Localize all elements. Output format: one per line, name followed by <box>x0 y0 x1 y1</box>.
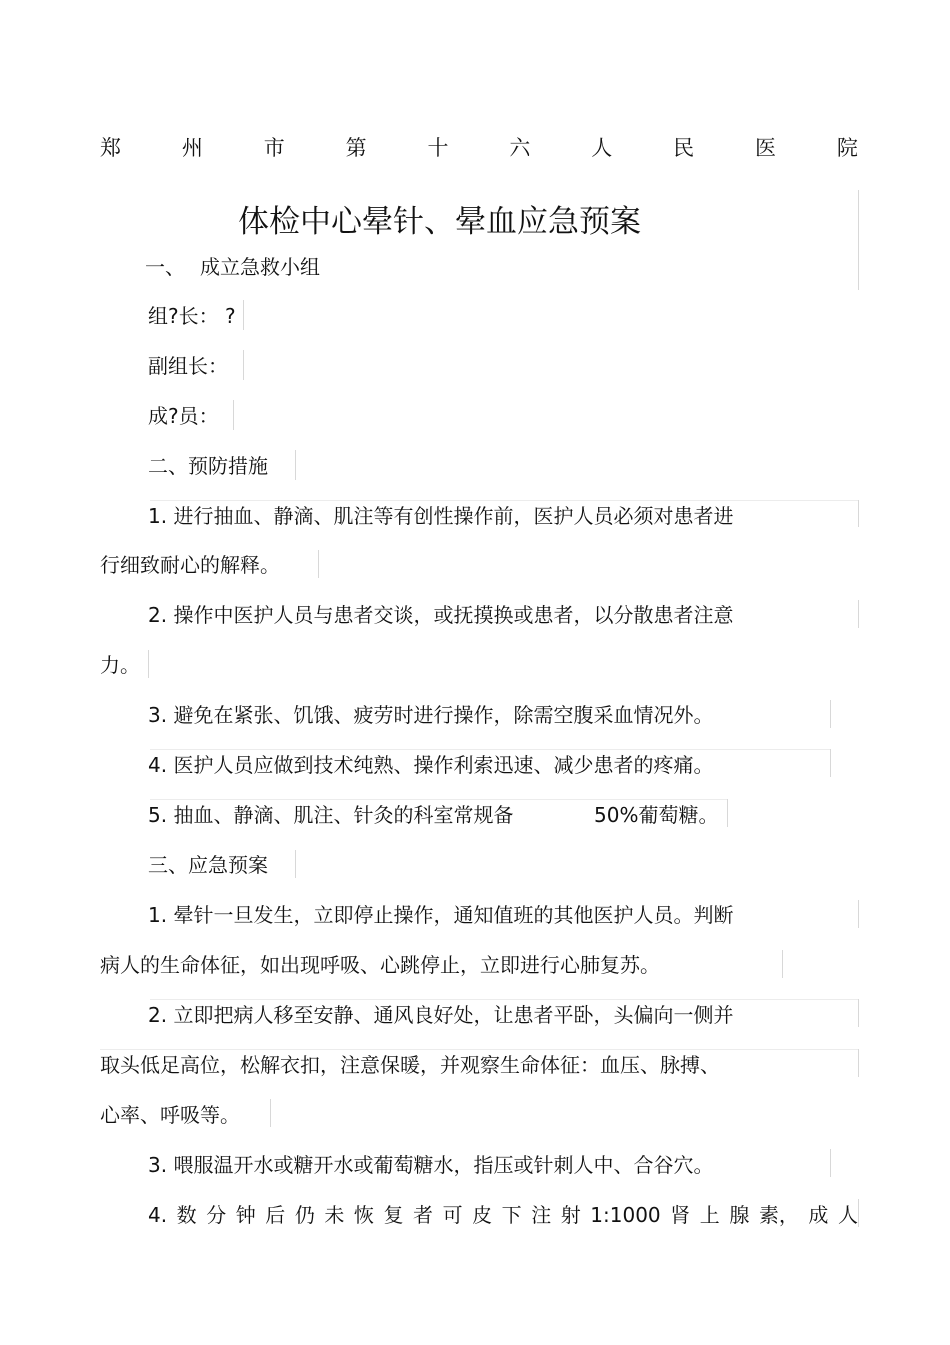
emergency-item-1-line1: 1. 晕针一旦发生，立即停止操作，通知值班的其他医护人员。判断 <box>148 903 734 927</box>
hospital-name-char: 六 <box>509 136 531 160</box>
scan-rule <box>150 799 727 800</box>
hospital-name-char: 市 <box>263 136 285 160</box>
emergency-item-4-token: 复 <box>383 1203 404 1227</box>
emergency-item-4-token: 腺 <box>729 1203 750 1227</box>
hospital-name-char: 十 <box>427 136 449 160</box>
emergency-item-4-token: 射 <box>560 1203 581 1227</box>
emergency-item-4-token: 人 <box>837 1203 858 1227</box>
emergency-item-4-token: 素， <box>758 1203 799 1227</box>
section2-heading: 二、预防措施 <box>148 454 268 478</box>
scan-rule <box>243 300 244 330</box>
section1-heading-number: 一、 <box>145 255 185 279</box>
hospital-name <box>100 132 858 162</box>
scan-rule <box>150 999 858 1000</box>
hospital-name-char: 第 <box>345 136 367 160</box>
hospital-name-char: 郑 <box>100 136 121 160</box>
scan-rule <box>150 500 858 501</box>
emergency-item-4-token: 上 <box>699 1203 720 1227</box>
scan-rule <box>782 950 783 978</box>
scan-rule <box>858 1199 859 1227</box>
section1-heading: 成立急救小组 <box>200 255 320 279</box>
prevention-item-1-line1: 1. 进行抽血、静滴、肌注等有创性操作前，医护人员必须对患者进 <box>148 504 734 528</box>
prevention-item-1-line2: 行细致耐心的解释。 <box>100 553 280 577</box>
scan-rule <box>243 350 244 380</box>
emergency-item-4 <box>148 1201 858 1229</box>
emergency-item-4-token: 皮 <box>472 1203 493 1227</box>
document-title: 体检中心晕针、晕血应急预案 <box>238 204 641 240</box>
prevention-item-2-line1: 2. 操作中医护人员与患者交谈，或抚摸换或患者，以分散患者注意 <box>148 603 734 627</box>
emergency-item-4-token: 后 <box>265 1203 286 1227</box>
hospital-name-char: 院 <box>836 136 858 160</box>
prevention-item-5-glucose: 50%葡萄糖。 <box>594 803 719 827</box>
scan-rule <box>830 749 831 777</box>
scan-rule <box>318 550 319 578</box>
emergency-item-3: 3. 喂服温开水或糖开水或葡萄糖水，指压或针刺人中、合谷穴。 <box>148 1153 714 1177</box>
emergency-item-2-line1: 2. 立即把病人移至安静、通风良好处，让患者平卧，头偏向一侧并 <box>148 1003 734 1027</box>
emergency-item-4-token: 可 <box>442 1203 463 1227</box>
emergency-item-2-line2: 取头低足高位，松解衣扣，注意保暖，并观察生命体征：血压、脉搏、 <box>100 1053 720 1077</box>
emergency-item-4-token: 肾 <box>670 1203 691 1227</box>
members-line: 成?员： <box>148 404 219 428</box>
scan-rule <box>100 1049 858 1050</box>
scan-rule <box>295 450 296 480</box>
emergency-item-4-token: 数 <box>176 1203 197 1227</box>
hospital-name-char: 民 <box>673 136 695 160</box>
hospital-name-char: 人 <box>591 136 613 160</box>
scan-rule <box>295 850 296 878</box>
emergency-item-4-token: 1:1000 <box>590 1203 661 1227</box>
hospital-name-char: 医 <box>755 136 776 160</box>
emergency-item-4-token: 钟 <box>235 1203 256 1227</box>
emergency-item-4-token: 注 <box>531 1203 552 1227</box>
scan-rule <box>830 700 831 728</box>
scan-rule <box>858 1049 859 1077</box>
scan-rule <box>727 799 728 827</box>
scan-rule <box>858 500 859 527</box>
emergency-item-4-token: 成 <box>808 1203 829 1227</box>
scan-rule <box>148 650 149 678</box>
emergency-item-4-token: 仍 <box>294 1203 315 1227</box>
scan-rule <box>858 600 859 628</box>
scan-rule <box>858 900 859 928</box>
hospital-name-char: 州 <box>181 136 203 160</box>
emergency-item-4-token: 分 <box>206 1203 227 1227</box>
emergency-item-4-token: 者 <box>413 1203 434 1227</box>
emergency-item-4-token: 未 <box>324 1203 345 1227</box>
scan-rule <box>270 1099 271 1127</box>
leader-line: 组?长： ? <box>148 304 236 328</box>
deputy-line: 副组长： <box>148 354 228 378</box>
emergency-item-4-token: 4. <box>148 1203 168 1227</box>
scan-rule <box>858 190 859 290</box>
prevention-item-2-line2: 力。 <box>100 653 140 677</box>
emergency-item-2-line3: 心率、呼吸等。 <box>100 1103 240 1127</box>
scan-rule <box>858 999 859 1027</box>
emergency-item-4-token: 恢 <box>353 1203 374 1227</box>
scan-rule <box>233 400 234 430</box>
prevention-item-4: 4. 医护人员应做到技术纯熟、操作利索迅速、减少患者的疼痛。 <box>148 753 714 777</box>
prevention-item-3: 3. 避免在紧张、饥饿、疲劳时进行操作，除需空腹采血情况外。 <box>148 703 714 727</box>
section3-heading: 三、应急预案 <box>148 853 268 877</box>
scan-rule <box>830 1149 831 1177</box>
prevention-item-5-text: 5. 抽血、静滴、肌注、针灸的科室常规备 <box>148 803 514 827</box>
scan-rule <box>150 749 830 750</box>
emergency-item-4-token: 下 <box>501 1203 522 1227</box>
emergency-item-1-line2: 病人的生命体征，如出现呼吸、心跳停止，立即进行心肺复苏。 <box>100 953 660 977</box>
